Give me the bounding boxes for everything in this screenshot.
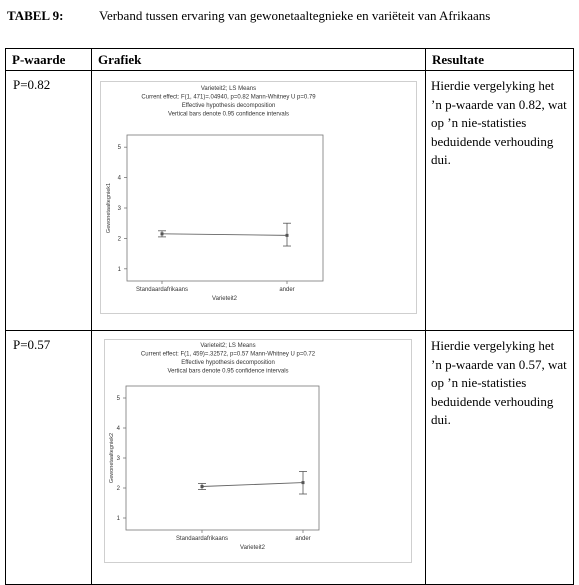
y-tick-label: 4: [117, 175, 121, 182]
chart-title-line: Varieteit2; LS Means: [200, 343, 256, 349]
chart-2: [104, 339, 412, 563]
y-tick-label: 2: [117, 236, 121, 243]
x-tick-label: Standaardafrikaans: [135, 287, 189, 293]
chart-1: [100, 81, 417, 314]
result-cell: Hierdie vergelyking het ’n p-waarde van 0.57, wat op ’n nie-statisties beduidende verhouding dui.: [426, 331, 574, 585]
caption-title: Verband tussen ervaring van gewonetaaltegnieke en variëteit van Afrikaans: [99, 8, 491, 23]
x-axis-label: Varieteit2: [212, 296, 237, 302]
table-row: [6, 331, 574, 585]
y-tick-label: 3: [116, 456, 120, 462]
graph-cell: [92, 331, 426, 585]
y-axis-label: Gewonetaaltegniek2: [109, 432, 115, 484]
y-tick-label: 5: [116, 396, 120, 402]
chart-title-line: Vertical bars denote 0.95 confidence intervals: [167, 368, 289, 375]
x-axis-label: Varieteit2: [240, 545, 265, 551]
y-tick-label: 5: [117, 145, 121, 152]
chart-title-line: Varieteit2; LS Means: [200, 86, 257, 92]
y-tick-label: 1: [116, 516, 120, 522]
y-tick-label: 2: [116, 486, 120, 492]
table-header-row: [6, 49, 574, 71]
header-p-value: P-waarde: [6, 49, 92, 71]
data-point: [161, 232, 164, 235]
x-tick-label: Standaardafrikaans: [175, 536, 229, 542]
chart-title-line: Effective hypothesis decomposition: [181, 360, 275, 366]
header-results: Resultate: [426, 49, 574, 71]
data-point: [201, 485, 204, 488]
results-table: [5, 48, 574, 585]
y-axis-label: Gewonetaaltegniek1: [106, 182, 112, 234]
chart-title-line: Current effect: F(1, 459)=.32572, p=0.57 Mann-Whitney U p=0.72: [140, 351, 316, 358]
chart-title-line: Current effect: F(1, 471)=.04940, p=0.82 Mann-Whitney U p=0.79: [141, 94, 316, 101]
header-graph: Grafiek: [92, 49, 426, 71]
result-cell: Hierdie vergelyking het ’n p-waarde van 0.82, wat op ’n nie-statisties beduidende verhouding dui.: [426, 71, 574, 331]
table-caption: [7, 8, 490, 24]
chart-title-line: Vertical bars denote 0.95 confidence intervals: [167, 111, 290, 118]
p-value-cell: P=0.82: [6, 71, 92, 331]
chart-title-line: Effective hypothesis decomposition: [181, 103, 276, 109]
y-tick-label: 4: [116, 426, 120, 432]
data-point: [302, 481, 305, 484]
table-row: [6, 71, 574, 331]
graph-cell: [92, 71, 426, 331]
y-tick-label: 1: [117, 266, 121, 273]
x-tick-label: ander: [295, 536, 311, 542]
data-point: [286, 234, 289, 237]
y-tick-label: 3: [117, 206, 121, 212]
p-value-cell: P=0.57: [6, 331, 92, 585]
x-tick-label: ander: [279, 287, 295, 293]
caption-label: TABEL 9:: [7, 8, 64, 23]
